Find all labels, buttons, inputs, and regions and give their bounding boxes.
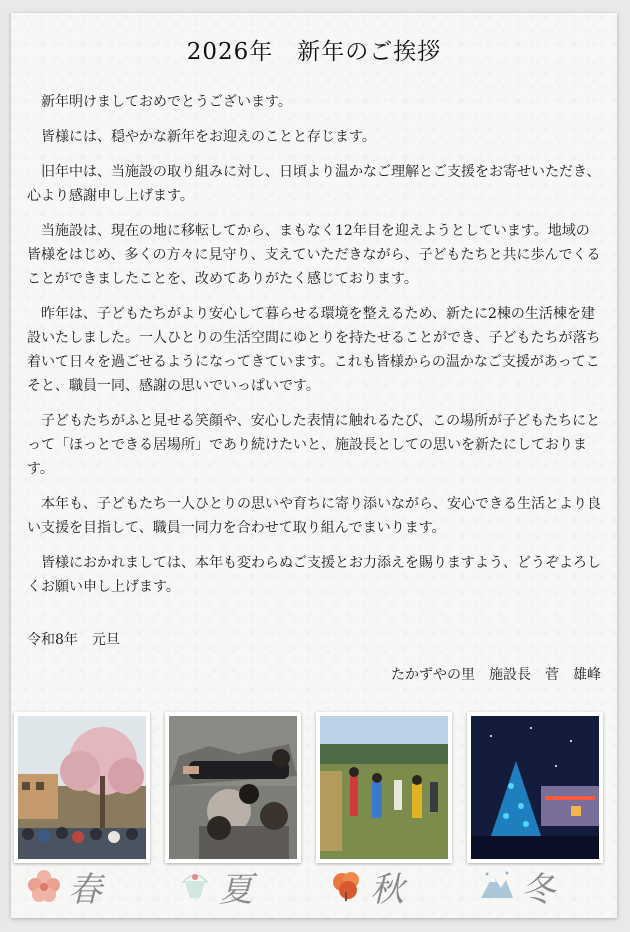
- shaved-ice-icon: [177, 868, 213, 902]
- autumn-photo: [316, 712, 452, 863]
- cherry-blossom-photo-image: [18, 716, 146, 859]
- paragraph: 旧年中は、当施設の取り組みに対し、日頃より温かなご理解とご支援をお寄せいただき、心より感謝申し上げます。: [27, 164, 601, 204]
- season-photo-strip: [14, 712, 614, 912]
- season-character: 秋: [370, 870, 404, 910]
- summer-photo: [165, 712, 301, 863]
- paragraph: 子どもたちがふと見せる笑顔や、安心した表情に触れるたび、この場所が子どもたちにとって「ほっとできる居場所」であり続けたいと、施設長としての思いを新たにしております。: [27, 413, 601, 477]
- paragraph: 当施設は、現在の地に移転してから、まもなく12年目を迎えようとしています。地域の皆様をはじめ、多くの方々に見守り、支えていただきながら、子どもたちと共に歩んでくることができましたことを、改めてありがたく感じております。: [27, 223, 601, 287]
- cherry-blossom-icon: [26, 868, 62, 902]
- spring-photo: [14, 712, 150, 863]
- paragraph: 本年も、子どもたち一人ひとりの思いや育ちに寄り添いながら、安心できる生活とより良い支援を目指して、職員一同力を合わせて取り組んでまいります。: [27, 496, 601, 536]
- paragraph: 皆様には、穏やかな新年をお迎えのことと存じます。: [41, 129, 376, 145]
- snow-mountain-icon: [479, 868, 515, 902]
- season-character: 夏: [219, 870, 253, 910]
- playground-photo-image: [169, 716, 297, 859]
- autumn-label: [316, 862, 452, 910]
- letter-card: [11, 13, 617, 918]
- rice-field-photo-image: [320, 716, 448, 859]
- paragraph: 皆様におかれましては、本年も変わらぬご支援とお力添えを賜りますよう、どうぞよろしくお願い申し上げます。: [27, 555, 601, 595]
- paragraph: 昨年は、子どもたちがより安心して暮らせる環境を整えるため、新たに2棟の生活棟を建設いたしました。一人ひとりの生活空間にゆとりを持たせることができ、子どもたちが落ち着いて日々を過ごせるようになってきています。これも皆様からの温かなご支援があってこそと、職員一同、感謝の思いでいっぱいです。: [27, 306, 601, 394]
- autumn-leaf-icon: [328, 868, 364, 902]
- summer-label: [165, 862, 301, 910]
- winter-photo: [467, 712, 603, 863]
- season-character: 冬: [521, 870, 555, 910]
- paragraph: 新年明けましておめでとうございます。: [41, 94, 292, 110]
- letter-signature: たかずやの里 施設長 菅 雄峰: [391, 667, 601, 683]
- spring-label: [14, 862, 150, 910]
- season-character: 春: [68, 870, 102, 910]
- letter-date: 令和8年 元旦: [27, 632, 120, 648]
- letter-body: [27, 90, 602, 610]
- winter-label: [467, 862, 603, 910]
- letter-title: 2026年 新年のご挨拶: [186, 39, 442, 65]
- illumination-photo-image: [471, 716, 599, 859]
